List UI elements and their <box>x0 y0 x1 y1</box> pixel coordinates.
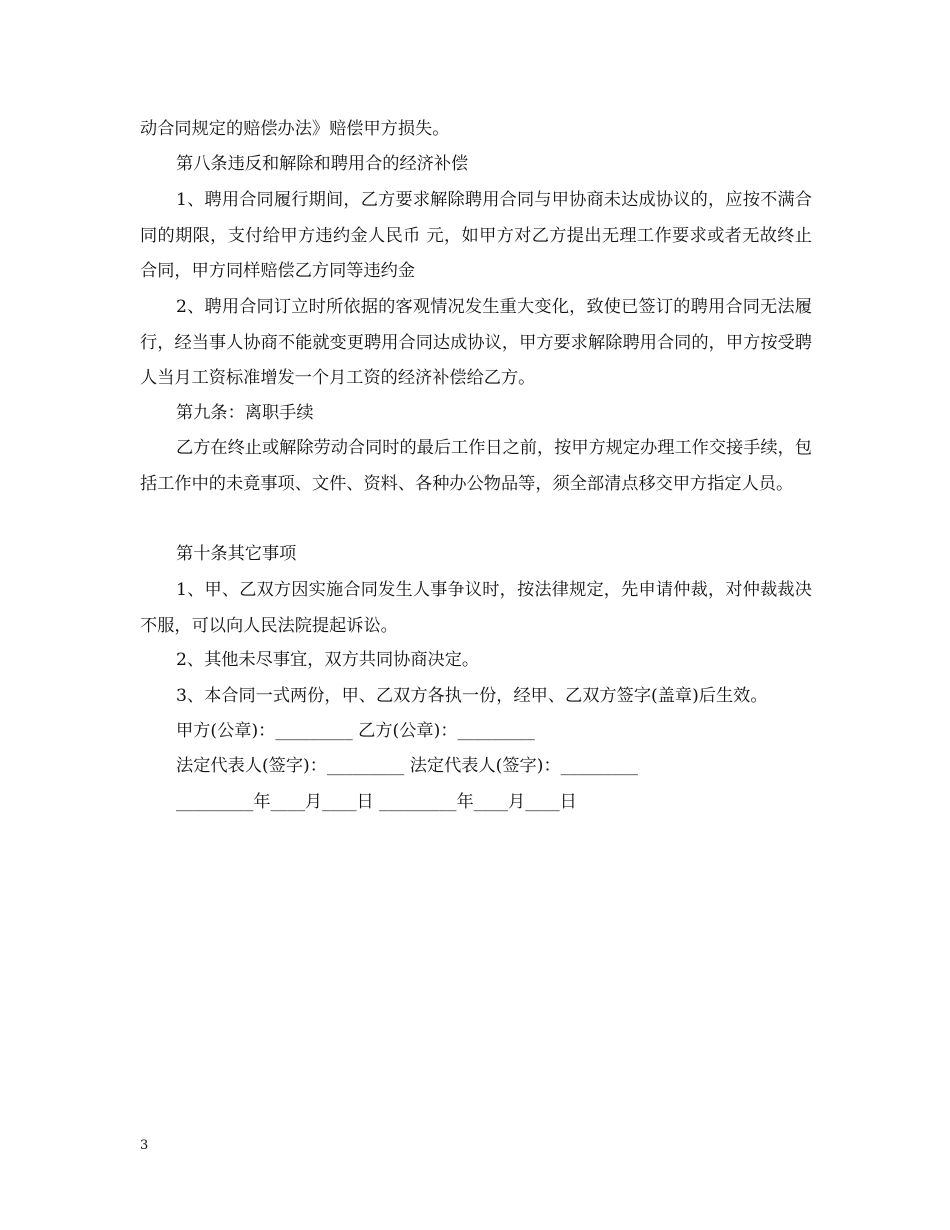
article-9-body: 乙方在终止或解除劳动合同时的最后工作日之前，按甲方规定办理工作交接手续，包括工作中的未竟事项、文件、资料、各种办公物品等，须全部清点移交甲方指定人员。 <box>140 438 812 494</box>
signature-date-line: _________年____月____日 _________年____月____日 <box>176 792 577 812</box>
page-number: 3 <box>140 1138 149 1153</box>
article-8-clause-1: 1、聘用合同履行期间，乙方要求解除聘用合同与甲协商未达成协议的，应按不满合同的期限，支付给甲方违约金人民币 元，如甲方对乙方提出无理工作要求或者无故终止合同，甲方同样赔偿乙方同等违约金 <box>140 190 812 281</box>
article-9-heading: 第九条：离职手续 <box>176 403 314 423</box>
article-8-heading: 第八条违反和解除和聘用合的经济补偿 <box>176 154 469 174</box>
signature-seal-line: 甲方(公章)：_________ 乙方(公章)：_________ <box>176 721 535 741</box>
article-10-clause-1: 1、甲、乙双方因实施合同发生人事争议时，按法律规定，先申请仲裁，对仲裁裁决不服，可以向人民法院提起诉讼。 <box>140 580 812 636</box>
article-8-clause-2: 2、聘用合同订立时所依据的客观情况发生重大变化，致使已签订的聘用合同无法履行，经当事人协商不能就变更聘用合同达成协议，甲方要求解除聘用合同的，甲方按受聘人当月工资标准增发一个月工资的经济补偿给乙方。 <box>140 297 812 388</box>
article-10-heading: 第十条其它事项 <box>176 544 297 564</box>
paragraph-compensation-end: 动合同规定的赔偿办法》赔偿甲方损失。 <box>140 119 450 139</box>
article-10-clause-2: 2、其他未尽事宜，双方共同协商决定。 <box>176 650 480 670</box>
article-10-clause-3: 3、本合同一式两份，甲、乙双方各执一份，经甲、乙双方签字(盖章)后生效。 <box>176 686 768 706</box>
signature-representative-line: 法定代表人(签字)：_________ 法定代表人(签字)：_________ <box>176 756 638 776</box>
